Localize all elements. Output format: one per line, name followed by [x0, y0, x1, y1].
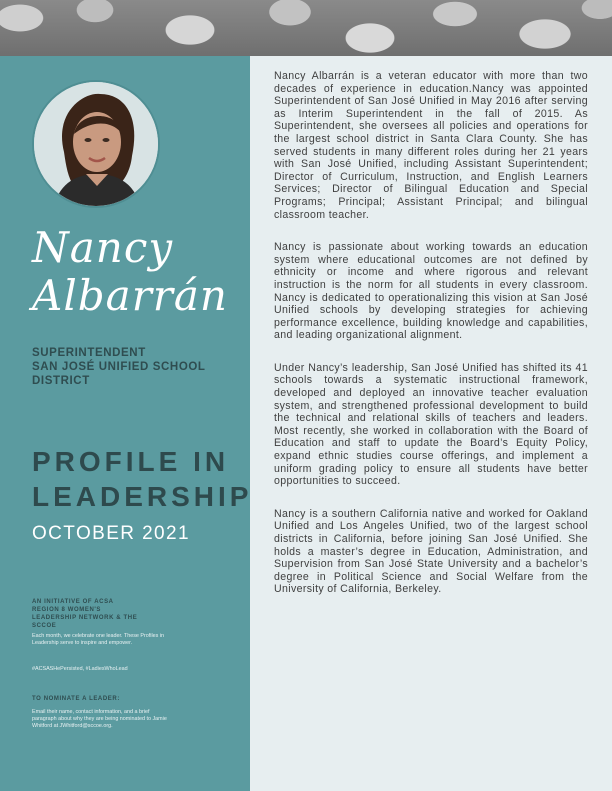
succulent-banner-image [0, 0, 612, 56]
biography-paragraph-2: Nancy is passionate about working towards an education system where educational outcomes are not defined by ethnicity or income and where rigorous and relevant instruction is the norm for all students in every classroom. Nancy is dedicated to operationalizing this vision at San José Unified schools by developing strategies for achieving performance excellence, building knowledge and capabilities, and leading organizational alignment. [274, 241, 588, 342]
biography-paragraph-4: Nancy is a southern California native and worked for Oakland Unified and Los Angeles Unified, two of the largest school districts in California, before joining San José Unified. She holds a master’s degree in Education, Administration, and Supervision from San José State University and a bachelor’s degree in Political Science and Social Welfare from the University of California, Berkeley. [274, 507, 588, 596]
sidebar [0, 56, 253, 791]
initiative-line-1: AN INITIATIVE OF ACSA [32, 599, 114, 605]
hashtags: #ACSASHePersisted, #LadiesWhoLead [32, 666, 128, 672]
initiative-description: Each month, we celebrate one leader. These Profiles in Leadership serve to inspire and empower. [32, 633, 165, 646]
initiative-heading [32, 598, 182, 630]
initiative-line-3: LEADERSHIP NETWORK & THE [32, 615, 138, 621]
title-line-2: SAN JOSÉ UNIFIED SCHOOL [32, 361, 206, 373]
leader-last-name: Albarrán [32, 271, 228, 320]
leader-name [32, 224, 242, 320]
title-line-1: SUPERINTENDENT [32, 347, 146, 359]
leader-first-name: Nancy [32, 223, 174, 272]
biography-paragraph-1: Nancy Albarrán is a veteran educator with more than two decades of experience in education.Nancy was appointed Superintendent of San José Unified in May 2016 after serving as Interim Superintendent in the fall of 2015. As Superintendent, she oversees all policies and operations for the largest school district in Santa Clara County. She has served students in many different roles during her 21 years with San José Unified, including Assistant Superintendent; Director of Curriculum, Instruction, and English Learners Services; Director of Bilingual Education and Special Programs; Principal; Assistant Principal; and bilingual classroom teacher. [274, 70, 588, 221]
biography-paragraph-3: Under Nancy’s leadership, San José Unified has shifted its 41 schools towards a systematic instructional framework, developed and deployed an innovative teacher evaluation system, and strengthened professional development to build the technical and relational skills of teachers and leaders. Most recently, she worked in collaboration with the Board of Education and staff to update the Board’s Equity Policy, expand ethnic studies course offerings, and implement a uniform grading policy to ensure all students have better opportunities to succeed. [274, 361, 588, 488]
profile-line-2: LEADERSHIP [32, 481, 253, 512]
nominate-heading: TO NOMINATE A LEADER: [32, 696, 120, 702]
issue-date: OCTOBER 2021 [32, 523, 190, 544]
leader-title [32, 346, 242, 388]
initiative-line-2: REGION 8 WOMEN'S [32, 607, 102, 613]
avatar [32, 80, 160, 208]
profile-heading [32, 444, 253, 514]
portrait-photo-icon [34, 82, 158, 206]
profile-line-1: PROFILE IN [32, 446, 230, 477]
title-line-3: DISTRICT [32, 375, 90, 387]
initiative-line-4: SCCOE [32, 623, 57, 629]
nominate-description: Email their name, contact information, and a brief paragraph about why they are being nominated to Jamie Whitford at JWhitford@sccoe.org. [32, 709, 167, 729]
biography [274, 70, 588, 616]
